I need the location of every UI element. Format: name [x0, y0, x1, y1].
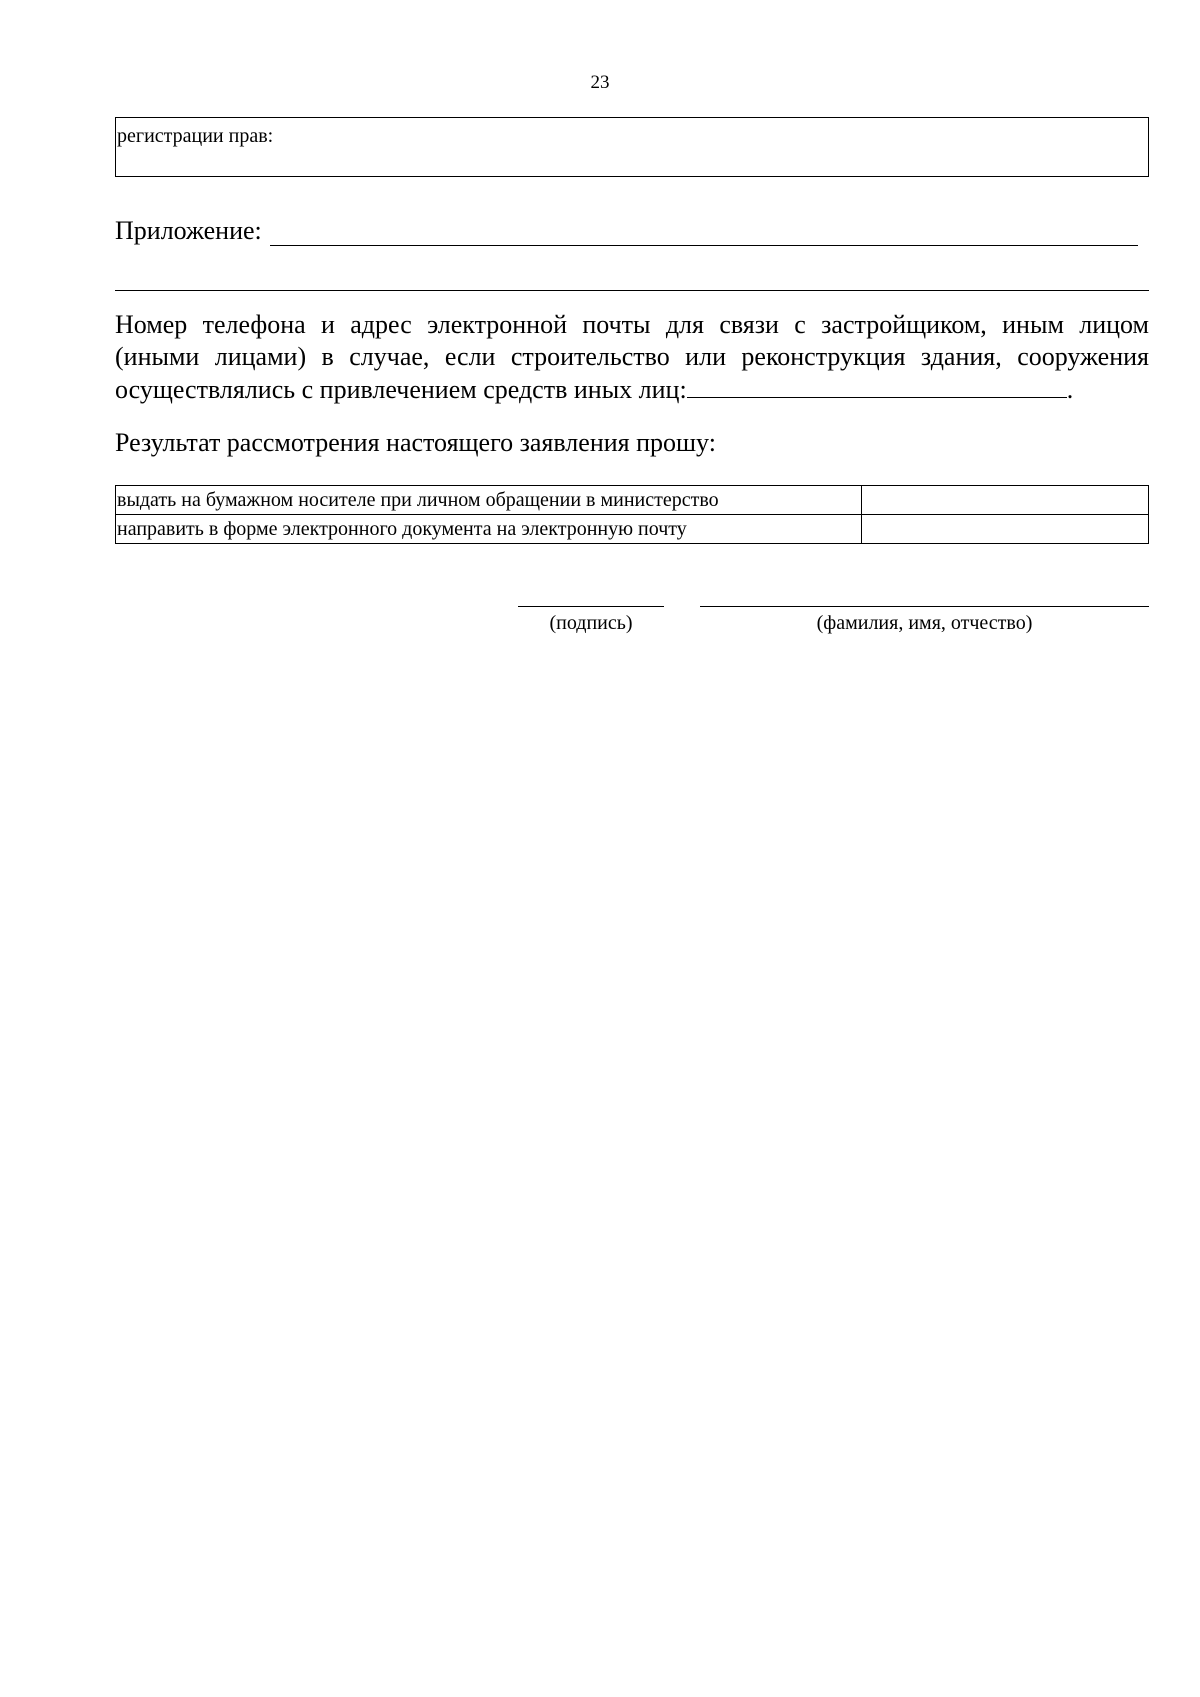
contact-line-end: .	[1066, 375, 1074, 404]
result-title: Результат рассмотрения настоящего заявления прошу:	[115, 428, 716, 457]
signature-caption: (подпись)	[549, 612, 633, 634]
annex-continuation-line[interactable]	[115, 290, 1149, 291]
contact-input-line[interactable]	[687, 373, 1067, 398]
registration-rights-label: регистрации прав:	[117, 125, 274, 147]
option-label-paper: выдать на бумажном носителе при личном обращении в министерство	[116, 486, 862, 515]
result-options-table	[115, 485, 1149, 544]
contact-line-2: (иными лицами) в случае, если строительство или реконструкция здания, сооружения	[115, 342, 1149, 371]
registration-rights-field[interactable]	[115, 117, 1149, 177]
contact-paragraph	[115, 309, 1149, 406]
full-name-line[interactable]	[700, 606, 1149, 607]
contact-line-1: Номер телефона и адрес электронной почты для связи с застройщиком, иным лицом	[115, 310, 1149, 339]
option-mark-paper[interactable]	[862, 486, 1149, 515]
table-row	[116, 515, 1149, 544]
annex-input-line[interactable]	[270, 219, 1138, 246]
contact-line-3-text: осуществлялись с привлечением средств иных лиц:	[115, 375, 687, 404]
contact-line-3	[115, 373, 1149, 406]
table-row	[116, 486, 1149, 515]
page-number: 23	[590, 72, 610, 93]
full-name-caption: (фамилия, имя, отчество)	[816, 612, 1033, 634]
annex-label: Приложение:	[115, 216, 262, 245]
option-mark-email[interactable]	[862, 515, 1149, 544]
annex-row	[115, 216, 1149, 246]
signature-line[interactable]	[518, 606, 664, 607]
option-label-email: направить в форме электронного документа на электронную почту	[116, 515, 862, 544]
